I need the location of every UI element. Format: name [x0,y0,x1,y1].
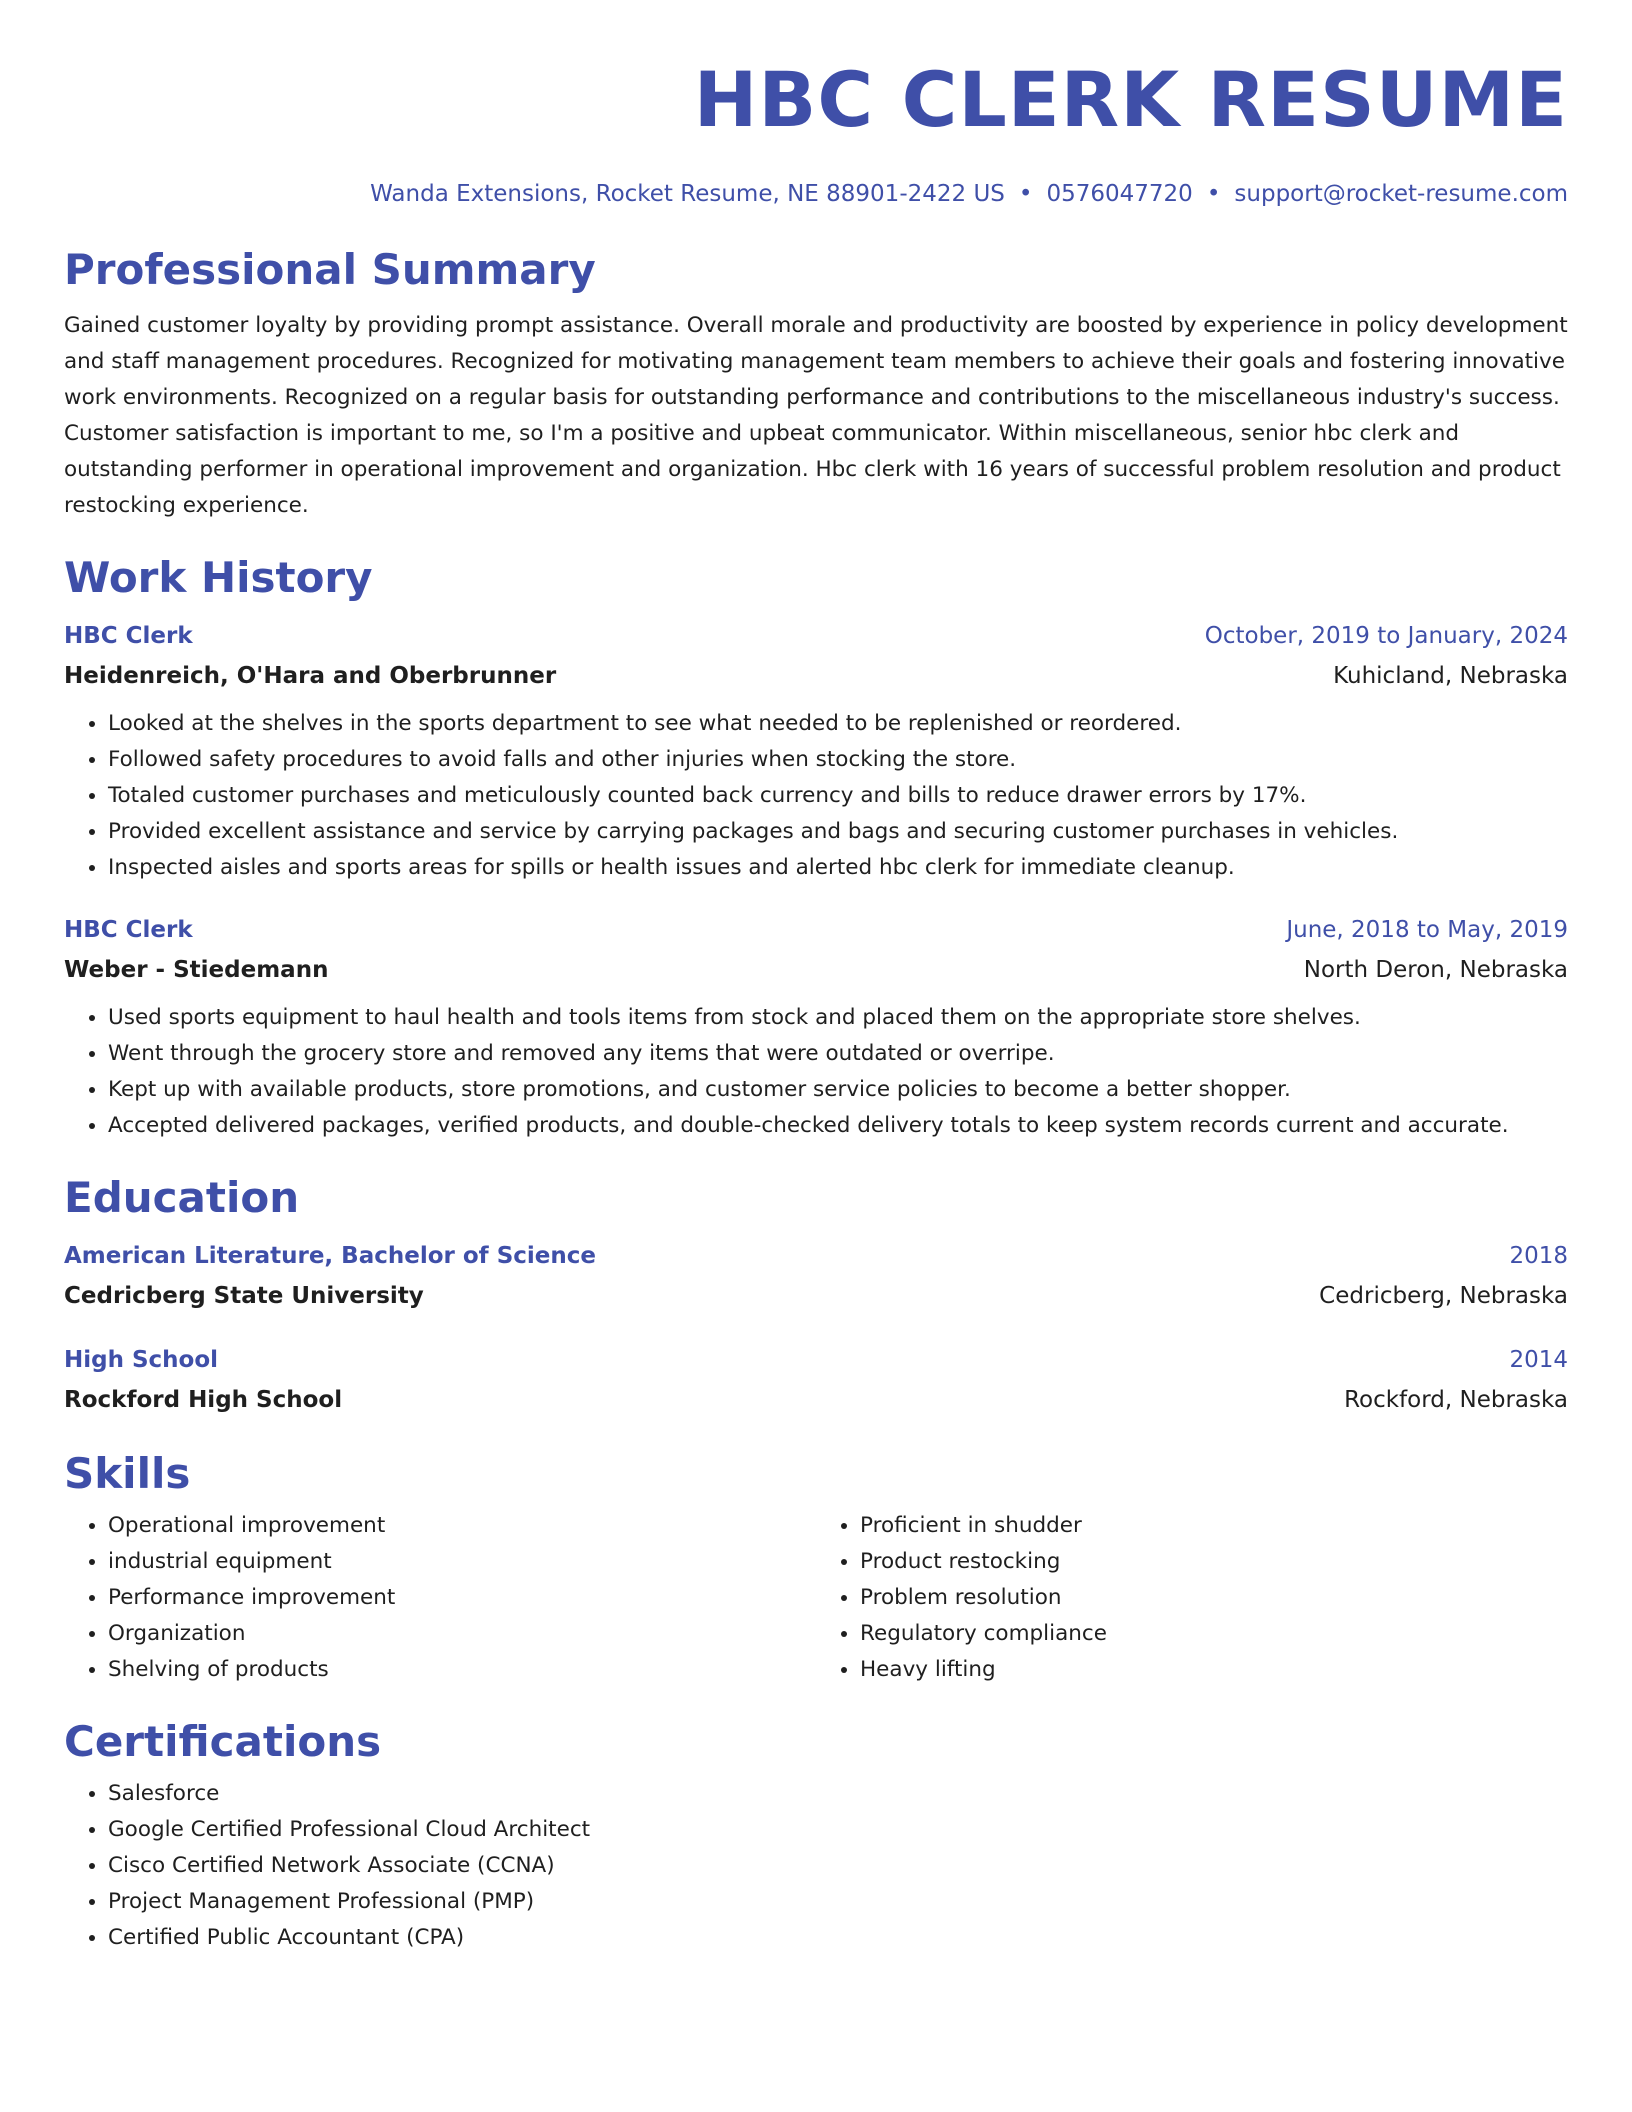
job-role: HBC Clerk [64,623,193,649]
job-bullet: • Provided excellent assistance and service by carrying packages and bags and securing customer purchases in vehicles. [108,814,1568,850]
work-history-heading: Work History [64,553,373,602]
resume-header [64,52,1568,210]
skill-item: • industrial equipment [108,1544,816,1580]
education-year: 2014 [1509,1347,1568,1373]
contact-phone: 0576047720 [1046,181,1193,207]
skills-heading: Skills [64,1449,191,1498]
job-bullet: • Kept up with available products, store promotions, and customer service policies to become a better shopper. [108,1072,1568,1108]
skill-item: • Shelving of products [108,1652,816,1688]
education-location: Cedricberg, Nebraska [1319,1283,1568,1309]
education-year: 2018 [1509,1243,1568,1269]
certification-item: • Project Management Professional (PMP) [108,1884,1568,1920]
skills-grid [64,1508,1568,1688]
job-company-row [64,950,1568,990]
skill-item: • Product restocking [860,1544,1568,1580]
certification-item: • Google Certified Professional Cloud Architect [108,1812,1568,1848]
skills-list [816,1508,1568,1688]
skill-item: • Problem resolution [860,1580,1568,1616]
job-bullets [64,1000,1568,1144]
summary-heading: Professional Summary [64,245,596,294]
contact-email: support@rocket-resume.com [1234,181,1568,207]
certifications-heading: Certifications [64,1717,382,1766]
resume-title: HBC CLERK RESUME [693,55,1568,144]
contact-line [64,178,1568,210]
job-bullet: • Followed safety procedures to avoid falls and other injuries when stocking the store. [108,742,1568,778]
job-bullet: • Accepted delivered packages, verified products, and double-checked delivery totals to keep system records current and accurate. [108,1108,1568,1144]
contact-address: Wanda Extensions, Rocket Resume, NE 88901-2422 US [370,181,1005,207]
education-section [64,1172,1568,1420]
job-company-row [64,656,1568,696]
job-header-row [64,616,1568,656]
education-location: Rockford, Nebraska [1344,1387,1568,1413]
education-heading: Education [64,1173,300,1222]
skill-item: • Heavy lifting [860,1652,1568,1688]
education-school: Rockford High School [64,1387,343,1413]
skills-column-right [816,1508,1568,1688]
education-school-row [64,1276,1568,1316]
education-entry [64,1340,1568,1420]
skill-item: • Regulatory compliance [860,1616,1568,1652]
education-entry [64,1236,1568,1316]
certification-item: • Cisco Certified Network Associate (CCNA) [108,1848,1568,1884]
skills-list [64,1508,816,1688]
job-bullet: • Inspected aisles and sports areas for spills or health issues and alerted hbc clerk for immediate cleanup. [108,850,1568,886]
certifications-list [64,1776,1568,1956]
education-degree: High School [64,1347,219,1373]
summary-text: Gained customer loyalty by providing prompt assistance. Overall morale and productivity are boosted by experience in policy development and staff management procedures. Recognized for motivating management team members to achieve their goals and fostering innovative work environments. Recognized on a regular basis for outstanding performance and contributions to the miscellaneous industry's success. Customer satisfaction is important to me, so I'm a positive and upbeat communicator. Within miscellaneous, senior hbc clerk and outstanding performer in operational improvement and organization. Hbc clerk with 16 years of successful problem resolution and product restocking experience. [64,313,1568,518]
skill-item: • Proficient in shudder [860,1508,1568,1544]
education-header-row [64,1236,1568,1276]
job-company: Weber - Stiedemann [64,957,329,983]
job-role: HBC Clerk [64,917,193,943]
education-degree: American Literature, Bachelor of Science [64,1243,596,1269]
skill-item: • Organization [108,1616,816,1652]
job-bullet: • Totaled customer purchases and meticulously counted back currency and bills to reduce drawer errors by 17%. [108,778,1568,814]
job-bullet: • Went through the grocery store and removed any items that were outdated or overripe. [108,1036,1568,1072]
job-location: North Deron, Nebraska [1303,957,1568,983]
certification-item: • Salesforce [108,1776,1568,1812]
skills-column-left [64,1508,816,1688]
contact-separator: • [1206,181,1221,207]
skill-item: • Operational improvement [108,1508,816,1544]
job-bullets [64,706,1568,886]
job-entry [64,616,1568,886]
job-location: Kuhicland, Nebraska [1333,663,1568,689]
work-history-section [64,552,1568,1144]
certifications-section [64,1716,1568,1956]
education-school-row [64,1380,1568,1420]
job-bullet: • Used sports equipment to haul health and tools items from stock and placed them on the appropriate store shelves. [108,1000,1568,1036]
education-school: Cedricberg State University [64,1283,424,1309]
job-bullet: • Looked at the shelves in the sports department to see what needed to be replenished or reordered. [108,706,1568,742]
education-header-row [64,1340,1568,1380]
job-dates: June, 2018 to May, 2019 [1286,917,1568,943]
job-dates: October, 2019 to January, 2024 [1204,623,1568,649]
job-header-row [64,910,1568,950]
contact-separator: • [1018,181,1033,207]
skill-item: • Performance improvement [108,1580,816,1616]
skills-section [64,1448,1568,1688]
job-entry [64,910,1568,1144]
job-company: Heidenreich, O'Hara and Oberbrunner [64,663,557,689]
certification-item: • Certified Public Accountant (CPA) [108,1920,1568,1956]
